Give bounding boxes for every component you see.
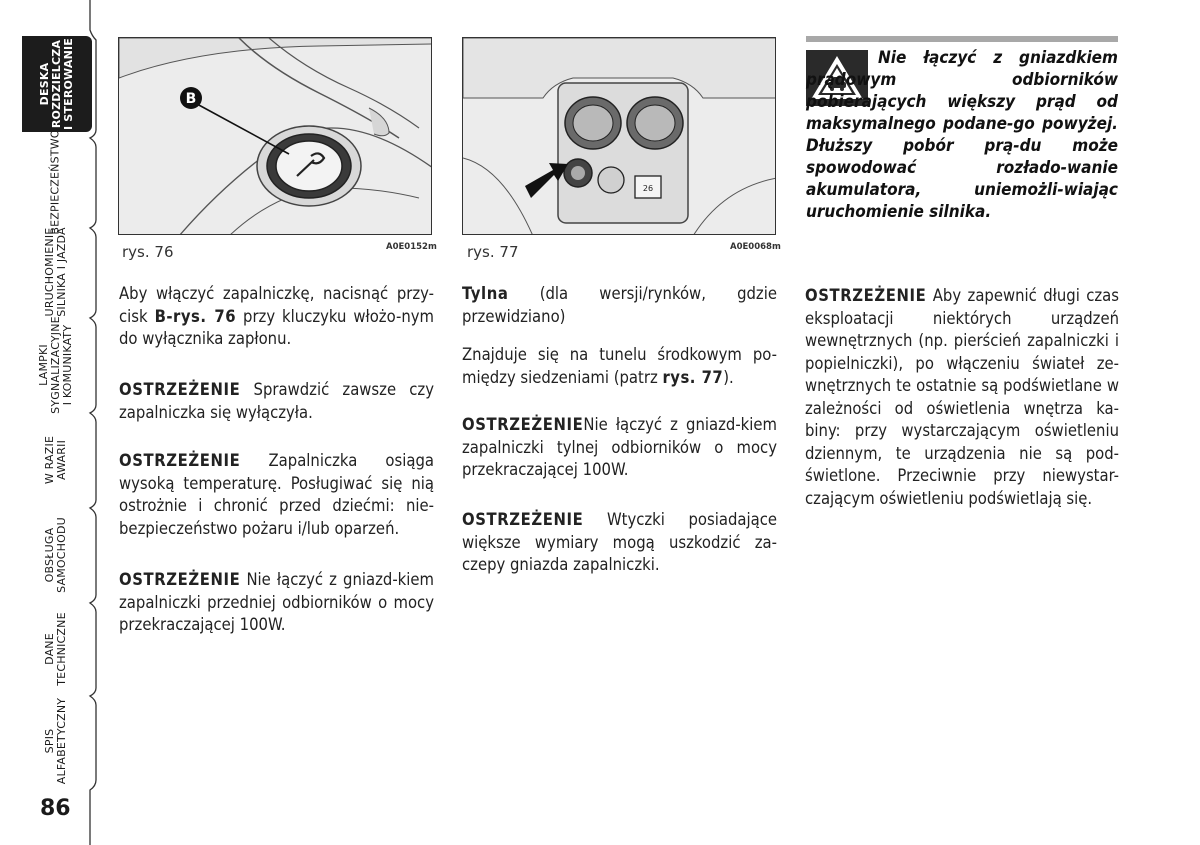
cigarette-lighter-illustration xyxy=(119,38,432,235)
warning-body: Nie łączyć z gniazd-kiem zapalniczki przedniej odbiorników o mocy przekraczającej 100W. xyxy=(119,570,434,634)
col2-warning-1 xyxy=(462,414,777,482)
col2-location-text-b: ). xyxy=(723,367,734,387)
col1-intro-ref: B-rys. 76 xyxy=(154,306,237,326)
tab-lampki[interactable]: LAMPKI SYGNALIZACYJNE I KOMUNIKATY xyxy=(37,316,74,414)
col2-rear-heading: Tylna xyxy=(462,284,509,303)
warning-heading: OSTRZEŻENIE xyxy=(462,415,584,434)
warning-body: Aby zapewnić długi czas eksploatacji niektórych urządzeń wewnętrznych (np. pierścień zapalniczki i popielniczki), po włączeniu świateł ze-wnętrznych te ostatnie są podświetlane w zależności od oświetlenia wnętrza ka-biny: przy wystarczającym oświetleniu dziennym, te urządzenia nie są pod-świetlone. Przeciwnie przy niewystar-czającym oświetleniu podświetlają się. xyxy=(805,286,1119,508)
figure-77-caption: rys. 77 xyxy=(467,243,519,261)
warning-body: Wtyczki posiadające większe wymiary mogą uszkodzić za-czepy gniazda zapalniczki. xyxy=(462,510,777,574)
col2-location-paragraph xyxy=(462,344,777,389)
warning-body: Nie łączyć z gniazd-kiem zapalniczki tylnej odbiorników o mocy przekraczającej 100W. xyxy=(462,415,777,479)
figure-77-code: A0E0068m xyxy=(730,242,781,252)
chapter-sidebar xyxy=(0,0,100,845)
col1-intro-paragraph xyxy=(119,283,434,351)
warning-heading: OSTRZEŻENIE xyxy=(805,286,927,305)
col2-location-text-a: Znajduje się na tunelu środkowym po-między siedzeniami (patrz xyxy=(462,345,777,387)
warning-heading: OSTRZEŻENIE xyxy=(119,380,241,399)
warning-heading: OSTRZEŻENIE xyxy=(462,510,584,529)
col1-intro-text-b: przy kluczyku włożo-nym do wyłącznika zapłonu. xyxy=(119,306,434,348)
tab-obsluga[interactable]: OBSŁUGA SAMOCHODU xyxy=(43,517,69,593)
callout-b-label: B xyxy=(185,91,197,107)
tab-bezpieczenstwo[interactable]: BEZPIECZEŃSTWO xyxy=(49,129,63,235)
tab-w-razie-awarii[interactable]: W RAZIE AWARII xyxy=(42,435,68,485)
figure-77 xyxy=(462,37,776,235)
figure-76-caption: rys. 76 xyxy=(122,243,174,261)
warning-body: Zapalniczka osiąga wysoką temperaturę. Posługiwać się nią ostrożnie i chronić przed dziećmi: nie-bezpieczeństwo pożaru i/lub oparzeń. xyxy=(119,451,434,538)
col2-rear-text: (dla wersji/rynków, gdzie przewidziano) xyxy=(462,284,777,326)
col1-warning-3 xyxy=(119,569,434,637)
warning-heading: OSTRZEŻENIE xyxy=(119,570,241,589)
tab-dane-techniczne[interactable]: DANE TECHNICZNE xyxy=(43,612,68,686)
tab-spis[interactable]: SPIS ALFABETYCZNY xyxy=(43,697,68,785)
figure-76 xyxy=(118,37,432,235)
page-number: 86 xyxy=(40,796,71,821)
climate-display-value: 26 xyxy=(642,184,654,193)
warning-box-bar xyxy=(806,36,1118,42)
col3-warning-1 xyxy=(805,285,1119,510)
warning-body: Sprawdzić zawsze czy zapalniczka się wyłączyła. xyxy=(119,380,434,422)
col1-warning-2 xyxy=(119,450,434,540)
figure-76-code: A0E0152m xyxy=(386,242,437,252)
warning-heading: OSTRZEŻENIE xyxy=(119,451,241,470)
battery-warning-box: Nie łączyć z gniazdkiem prądowym odbiorników pobierających większy prąd od maksymalnego podane-go powyżej. Dłuższy pobór prą-du może spowodować rozłado-wanie akumulatora, uniemożli-wiając uruchomienie silnika. xyxy=(806,48,1118,222)
tab-uruchomienie[interactable]: URUCHOMIENIE SILNIKA I JAZDA xyxy=(43,227,68,317)
col2-warning-2 xyxy=(462,509,777,577)
tab-deska-rozdzielcza[interactable]: DESKA ROZDZIELCZA I STEROWANIE xyxy=(22,36,92,132)
col1-warning-1 xyxy=(119,379,434,424)
rear-console-illustration xyxy=(463,38,776,235)
col1-intro-text-a: Aby włączyć zapalniczkę, nacisnąć przy-cisk xyxy=(119,284,434,326)
col2-location-ref: rys. 77 xyxy=(662,367,724,387)
col2-rear-paragraph xyxy=(462,283,777,328)
